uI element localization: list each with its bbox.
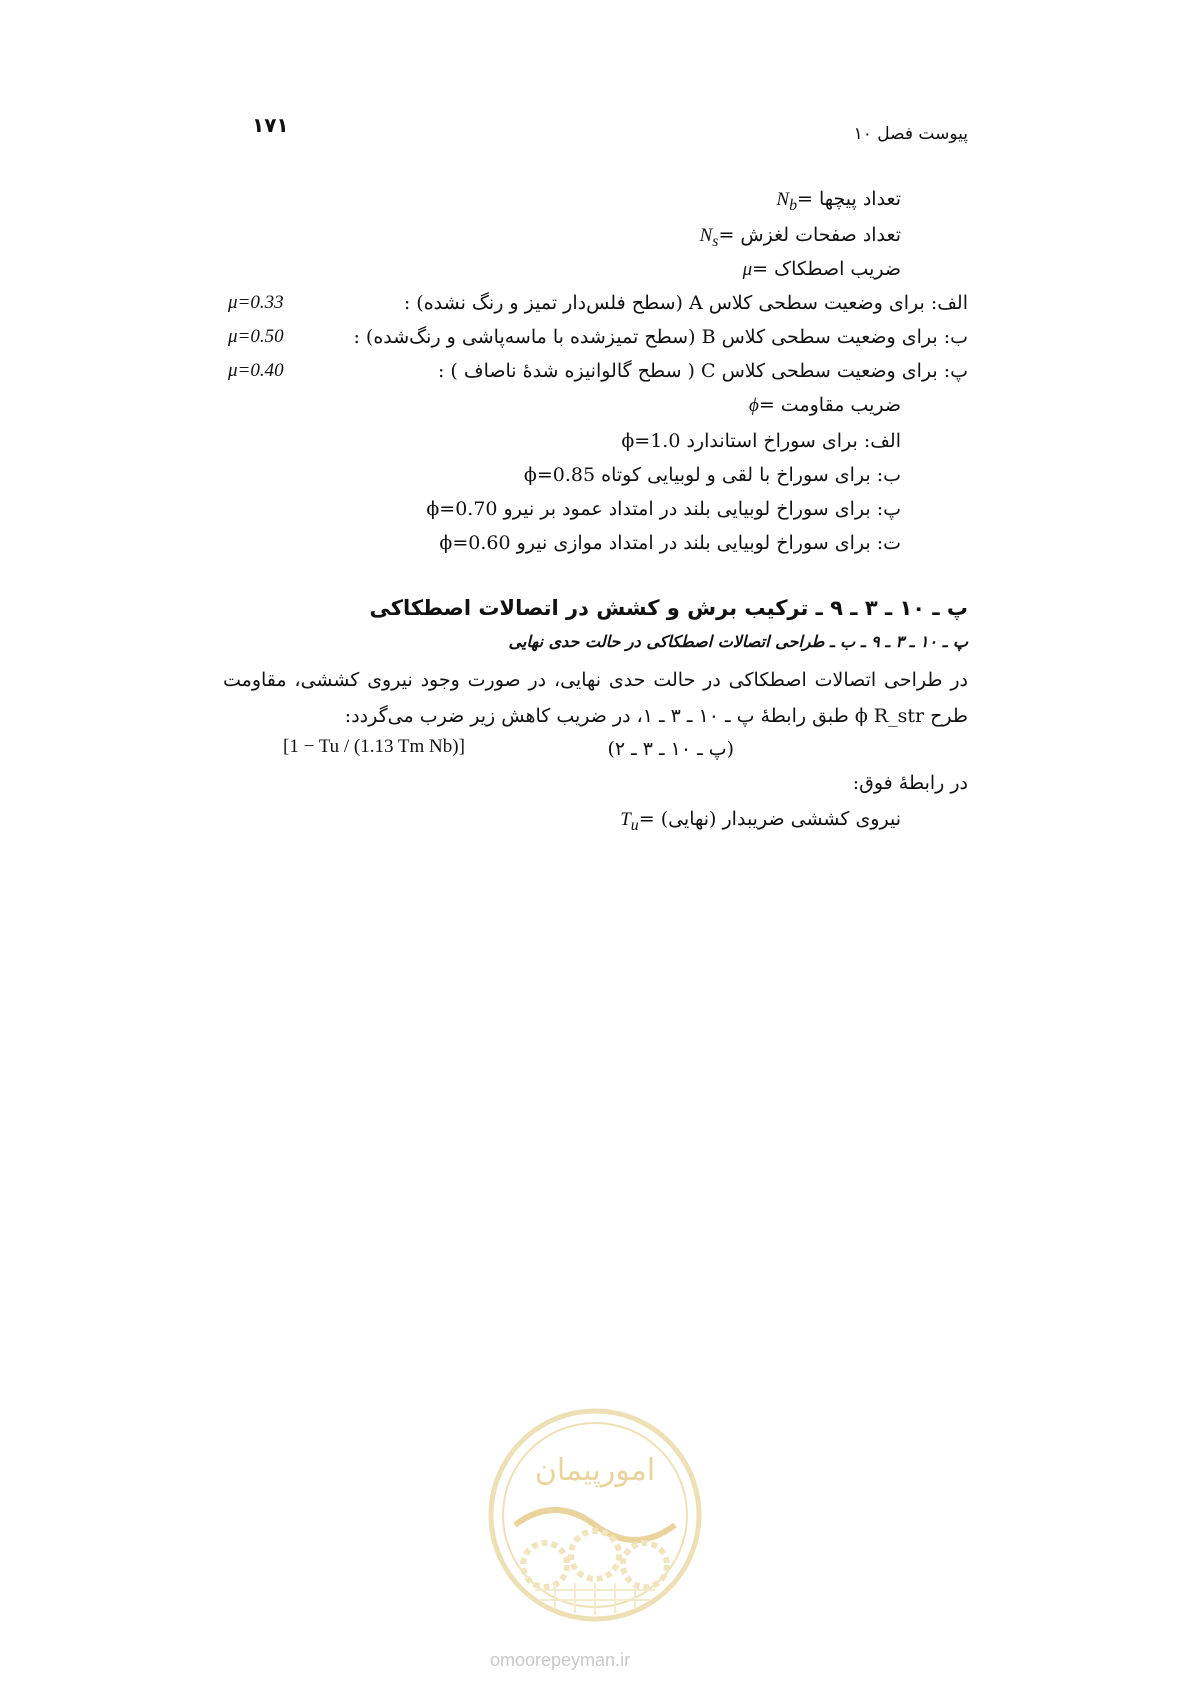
phi-long-slot-perpendicular: پ: برای سوراخ لوبیایی بلند در امتداد عمود بر نیرو 0.70=ϕ: [426, 498, 901, 520]
running-header: پیوست فصل ۱۰: [853, 124, 968, 144]
phi-standard-hole: الف: برای سوراخ استاندارد 1.0=ϕ: [621, 430, 901, 452]
mu-class-c-text: پ: برای وضعیت سطحی کلاس C ( سطح گالوانیزه شدهٔ ناصاف ) :: [437, 360, 968, 382]
section-heading: پ ـ ۱۰ ـ ۳ ـ ۹ ـ ترکیب برش و کشش در اتصالات اصطکاکی: [369, 596, 968, 620]
subsection-heading: پ ـ ۱۰ ـ ۳ ـ ۹ ـ ب ـ طراحی اتصالات اصطکاکی در حالت حدی نهایی: [508, 632, 968, 651]
definition-phi: ϕ= ضریب مقاومت: [748, 394, 901, 416]
definition-tu: $T_u=$ نیروی کششی ضریبدار (نهایی): [620, 808, 901, 834]
symbol-nb: $N_b$: [776, 189, 797, 214]
definition-mu: μ= ضریب اصطکاک: [742, 258, 901, 280]
definition-nb: $N_b=$ تعداد پیچها: [776, 188, 901, 214]
mu-class-a-text: الف: برای وضعیت سطحی کلاس A (سطح فلس‌دار تمیز و رنگ نشده) :: [403, 292, 968, 314]
symbol-mu: μ: [742, 259, 753, 280]
mu-class-a-value: μ=0.33: [228, 292, 284, 313]
watermark-logo-text: امورپیمان: [534, 1453, 656, 1488]
phi-oversized-short-slot: ب: برای سوراخ با لقی و لوبیایی کوتاه 0.85=ϕ: [523, 464, 901, 486]
symbol-phi: ϕ: [748, 395, 759, 416]
watermark-logo: [485, 1405, 705, 1625]
phi-long-slot-parallel: ت: برای سوراخ لوبیایی بلند در امتداد موازی نیرو 0.60=ϕ: [439, 532, 901, 554]
symbol-ns: $N_s$: [699, 225, 719, 250]
mu-class-c-value: μ=0.40: [228, 360, 284, 381]
page-number: ۱۷۱: [252, 113, 289, 137]
mu-class-b-value: μ=0.50: [228, 326, 284, 347]
reduction-factor-formula: [1 − Tu / (1.13 Tm Nb)]: [283, 736, 465, 757]
body-paragraph: در طراحی اتصالات اصطکاکی در حالت حدی نهایی، در صورت وجود نیروی کششی، مقاومت طرح ϕ R_str طبق رابطهٔ پ ـ ۱۰ ـ ۳ ـ ۱، در ضریب کاهش زیر ضرب می‌گردد:: [223, 669, 968, 727]
symbol-tu: $T_u$: [620, 809, 639, 834]
mu-class-b-text: ب: برای وضعیت سطحی کلاس B (سطح تمیزشده با ماسه‌پاشی و رنگ‌شده) :: [353, 326, 968, 348]
equation-number: (پ ـ ۱۰ ـ ۳ ـ ۲): [607, 738, 734, 760]
definition-ns: $N_s=$ تعداد صفحات لغزش: [699, 224, 901, 250]
where-label: در رابطهٔ فوق:: [852, 772, 968, 794]
watermark-url: omoorepeyman.ir: [490, 1650, 631, 1670]
